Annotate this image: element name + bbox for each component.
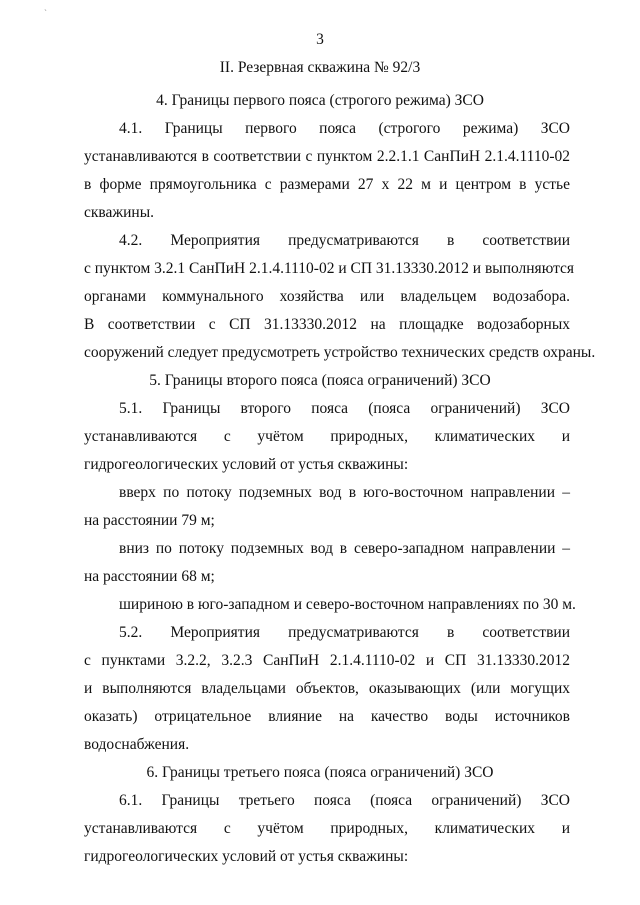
paragraph-6-1-line: 6.1. Границы третьего пояса (пояса ограничений) ЗСО bbox=[119, 792, 570, 809]
downstream-line: на расстоянии 68 м; bbox=[84, 568, 215, 585]
heading-5: 5. Границы второго пояса (пояса ограничений) ЗСО bbox=[149, 372, 491, 389]
page-number: 3 bbox=[316, 31, 324, 48]
downstream-line: вниз по потоку подземных вод в северо-западном направлении – bbox=[119, 540, 570, 557]
paragraph-5-1-line: гидрогеологических условий от устья скважины: bbox=[84, 456, 409, 473]
paragraph-4-2-line: с пунктом 3.2.1 СанПиН 2.1.4.1110-02 и СП 31.13330.2012 и выполняются bbox=[84, 260, 575, 277]
paragraph-4-2-line: органами коммунального хозяйства или владельцем водозабора. bbox=[84, 288, 570, 305]
heading-4: 4. Границы первого пояса (строгого режима) ЗСО bbox=[156, 92, 484, 109]
paragraph-4-1-line: устанавливаются в соответствии с пунктом 2.2.1.1 СанПиН 2.1.4.1110-02 bbox=[84, 148, 570, 165]
paragraph-5-1-line: устанавливаются с учётом природных, климатических и bbox=[84, 428, 570, 445]
paragraph-5-1-line: 5.1. Границы второго пояса (пояса ограничений) ЗСО bbox=[119, 400, 570, 417]
width-line: шириною в юго-западном и северо-восточном направлениях по 30 м. bbox=[119, 596, 576, 613]
scan-mark-icon: ` bbox=[44, 8, 47, 18]
paragraph-5-2-line: с пунктами 3.2.2, 3.2.3 СанПиН 2.1.4.1110-02 и СП 31.13330.2012 bbox=[84, 652, 570, 669]
section-title: II. Резервная скважина № 92/3 bbox=[219, 59, 421, 76]
upstream-line: на расстоянии 79 м; bbox=[84, 512, 215, 529]
paragraph-5-2-line: оказать) отрицательное влияние на качество воды источников bbox=[84, 708, 570, 725]
paragraph-4-2-line: 4.2. Мероприятия предусматриваются в соответствии bbox=[119, 232, 570, 249]
paragraph-5-2-line: водоснабжения. bbox=[84, 736, 190, 753]
paragraph-4-2-line: сооружений следует предусмотреть устройство технических средств охраны. bbox=[84, 344, 596, 361]
paragraph-4-2-line: В соответствии с СП 31.13330.2012 на площадке водозаборных bbox=[84, 316, 570, 333]
upstream-line: вверх по потоку подземных вод в юго-восточном направлении – bbox=[119, 484, 570, 501]
paragraph-4-1-line: в форме прямоугольника с размерами 27 х 22 м и центром в устье bbox=[84, 176, 570, 193]
paragraph-5-2-line: 5.2. Мероприятия предусматриваются в соответствии bbox=[119, 624, 570, 641]
paragraph-4-1-line: 4.1. Границы первого пояса (строгого режима) ЗСО bbox=[119, 120, 570, 137]
paragraph-5-2-line: и выполняются владельцами объектов, оказывающих (или могущих bbox=[84, 680, 570, 697]
heading-6: 6. Границы третьего пояса (пояса ограничений) ЗСО bbox=[146, 764, 494, 781]
paragraph-6-1-line: гидрогеологических условий от устья скважины: bbox=[84, 848, 409, 865]
paragraph-4-1-line: скважины. bbox=[84, 204, 154, 221]
paragraph-6-1-line: устанавливаются с учётом природных, климатических и bbox=[84, 820, 570, 837]
